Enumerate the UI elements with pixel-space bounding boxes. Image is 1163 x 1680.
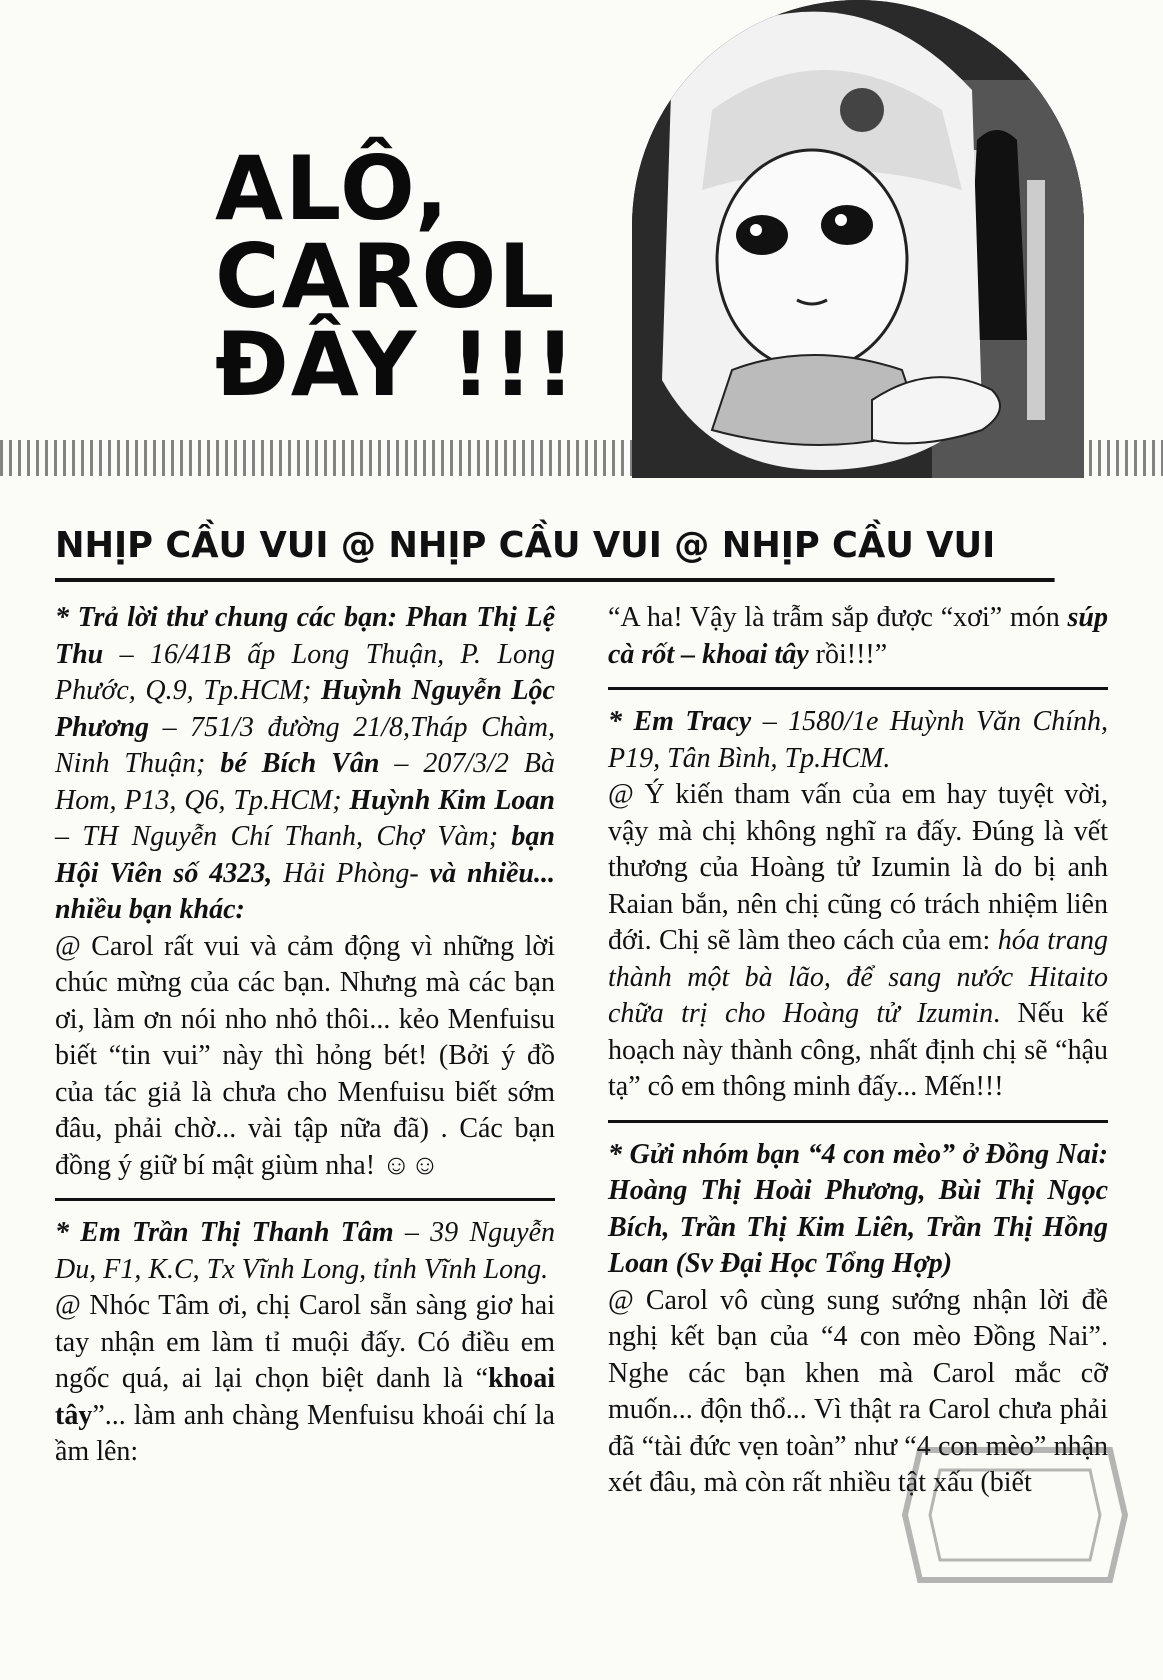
emphasis-text: hóa trang thành một bà lão, để sang nước Hitaito chữa trị cho Hoàng tử Izumin [608, 925, 1108, 1029]
letter-entry-general [55, 600, 555, 1184]
reply-text: @ Carol rất vui và cảm động vì những lời chúc mừng của các bạn. Nhưng mà các bạn ơi, làm ơn nói nho nhỏ thôi... kẻo Menfuisu biết “tin vui” này thì hỏng bét! (Bởi ý đồ của tác giả là chưa cho Menfuisu biết sớm đâu, phải chờ... vài tập nữa đã) . Các bạn đồng ý giữ bí mật giùm nha! ☺☺ [55, 930, 555, 1181]
recipient-name: * Em Tracy [608, 706, 752, 737]
reply-text: @ Nhóc Tâm ơi, chị Carol sẵn sàng giơ hai tay nhận em làm tỉ muội đấy. Có điều em ngốc quá, ai lại chọn biệt danh là “khoai tây”... làm anh chàng Menfuisu khoái chí la ầm lên: [55, 1290, 555, 1467]
recipient-address: – TH Nguyễn Chí Thanh, Chợ Vàm; [55, 821, 512, 852]
carol-illustration [632, 0, 1084, 478]
divider [608, 1120, 1108, 1123]
recipient-name: bé Bích Vân [220, 748, 380, 779]
recipient-intro: * Trả lời thư chung các bạn: Phan Thị Lệ Thu [55, 602, 555, 670]
watermark-logo [900, 1440, 1130, 1590]
title-line-3: ĐÂY !!! [215, 313, 578, 416]
recipient-address: – 207/3/2 Bà Hom, P13, Q6, Tp.HCM; [55, 748, 555, 816]
right-column [608, 600, 1108, 1516]
left-column [55, 600, 555, 1485]
letter-entry-tam [55, 1215, 555, 1471]
recipient-name: và nhiều... nhiều bạn khác: [55, 857, 555, 925]
section-heading: NHỊP CẦU VUI @ NHỊP CẦU VUI @ NHỊP CẦU VUI [55, 518, 1055, 582]
page-title [215, 137, 635, 416]
recipient-address: Hải Phòng- [272, 857, 430, 889]
recipient-address: – 16/41B ấp Long Thuận, P. Long Phước, Q.9, Tp.HCM; [55, 638, 555, 706]
reply-continuation [608, 600, 1108, 673]
recipient-name: bạn Hội Viên số 4323, [55, 821, 555, 889]
recipient-name: * Gửi nhóm bạn “4 con mèo” ở Đồng Nai: Hoàng Thị Hoài Phương, Bùi Thị Ngọc Bích, Trần Thị Kim Liên, Trần Thị Hồng Loan (Sv Đại Học Tổng Hợp) [608, 1138, 1108, 1279]
title-line-2: CAROL [215, 225, 557, 328]
divider [608, 687, 1108, 690]
recipient-address: – 39 Nguyễn Du, F1, K.C, Tx Vĩnh Long, tỉnh Vĩnh Long. [55, 1217, 555, 1285]
letter-recipients [55, 600, 555, 929]
reply-text: “A ha! Vậy là trẫm sắp được “xơi” món súp cà rốt – khoai tây rồi!!!” [608, 602, 1108, 670]
recipient-address: – 1580/1e Huỳnh Văn Chính, P19, Tân Bình, Tp.HCM. [608, 706, 1108, 774]
letter-recipients [55, 1215, 555, 1288]
reply-text: @ Ý kiến tham vấn của em hay tuyệt vời, vậy mà chị không nghĩ ra đấy. Đúng là vết thương của Hoàng tử Izumin là do bị anh Raian bắn, nên chị cũng có trách nhiệm liên đới. Chị sẽ làm theo cách của em: hóa trang thành một bà lão, để sang nước Hitaito chữa trị cho Hoàng tử Izumin. Nếu kế hoạch này thành công, nhất định chị sẽ “hậu tạ” cô em thông minh đấy... Mến!!! [608, 779, 1108, 1102]
letter-entry-tracy [608, 704, 1108, 1106]
title-line-1: ALÔ, [215, 137, 451, 240]
divider [55, 1198, 555, 1201]
letter-recipients [608, 704, 1108, 777]
letter-recipients [608, 1137, 1108, 1283]
emphasis-text: súp cà rốt – khoai tây [608, 602, 1108, 670]
emphasis-text: khoai tây [55, 1363, 555, 1431]
recipient-address: – 751/3 đường 21/8,Tháp Chàm, Ninh Thuận; [55, 711, 555, 779]
recipient-name: Huỳnh Nguyễn Lộc Phương [55, 675, 555, 743]
recipient-name: * Em Trần Thị Thanh Tâm [55, 1217, 394, 1248]
header [0, 0, 1163, 480]
recipient-name: Huỳnh Kim Loan [349, 784, 555, 816]
reply-text: @ Carol vô cùng sung sướng nhận lời đề nghị kết bạn của “4 con mèo Đồng Nai”. Nghe các bạn khen mà Carol mắc cỡ muốn... độn thổ... Vì thật ra Carol chưa phải đã “tài đức vẹn toàn” như “4 con mèo” nhận xét đâu, mà còn rất nhiều tật xấu (biết [608, 1284, 1108, 1498]
